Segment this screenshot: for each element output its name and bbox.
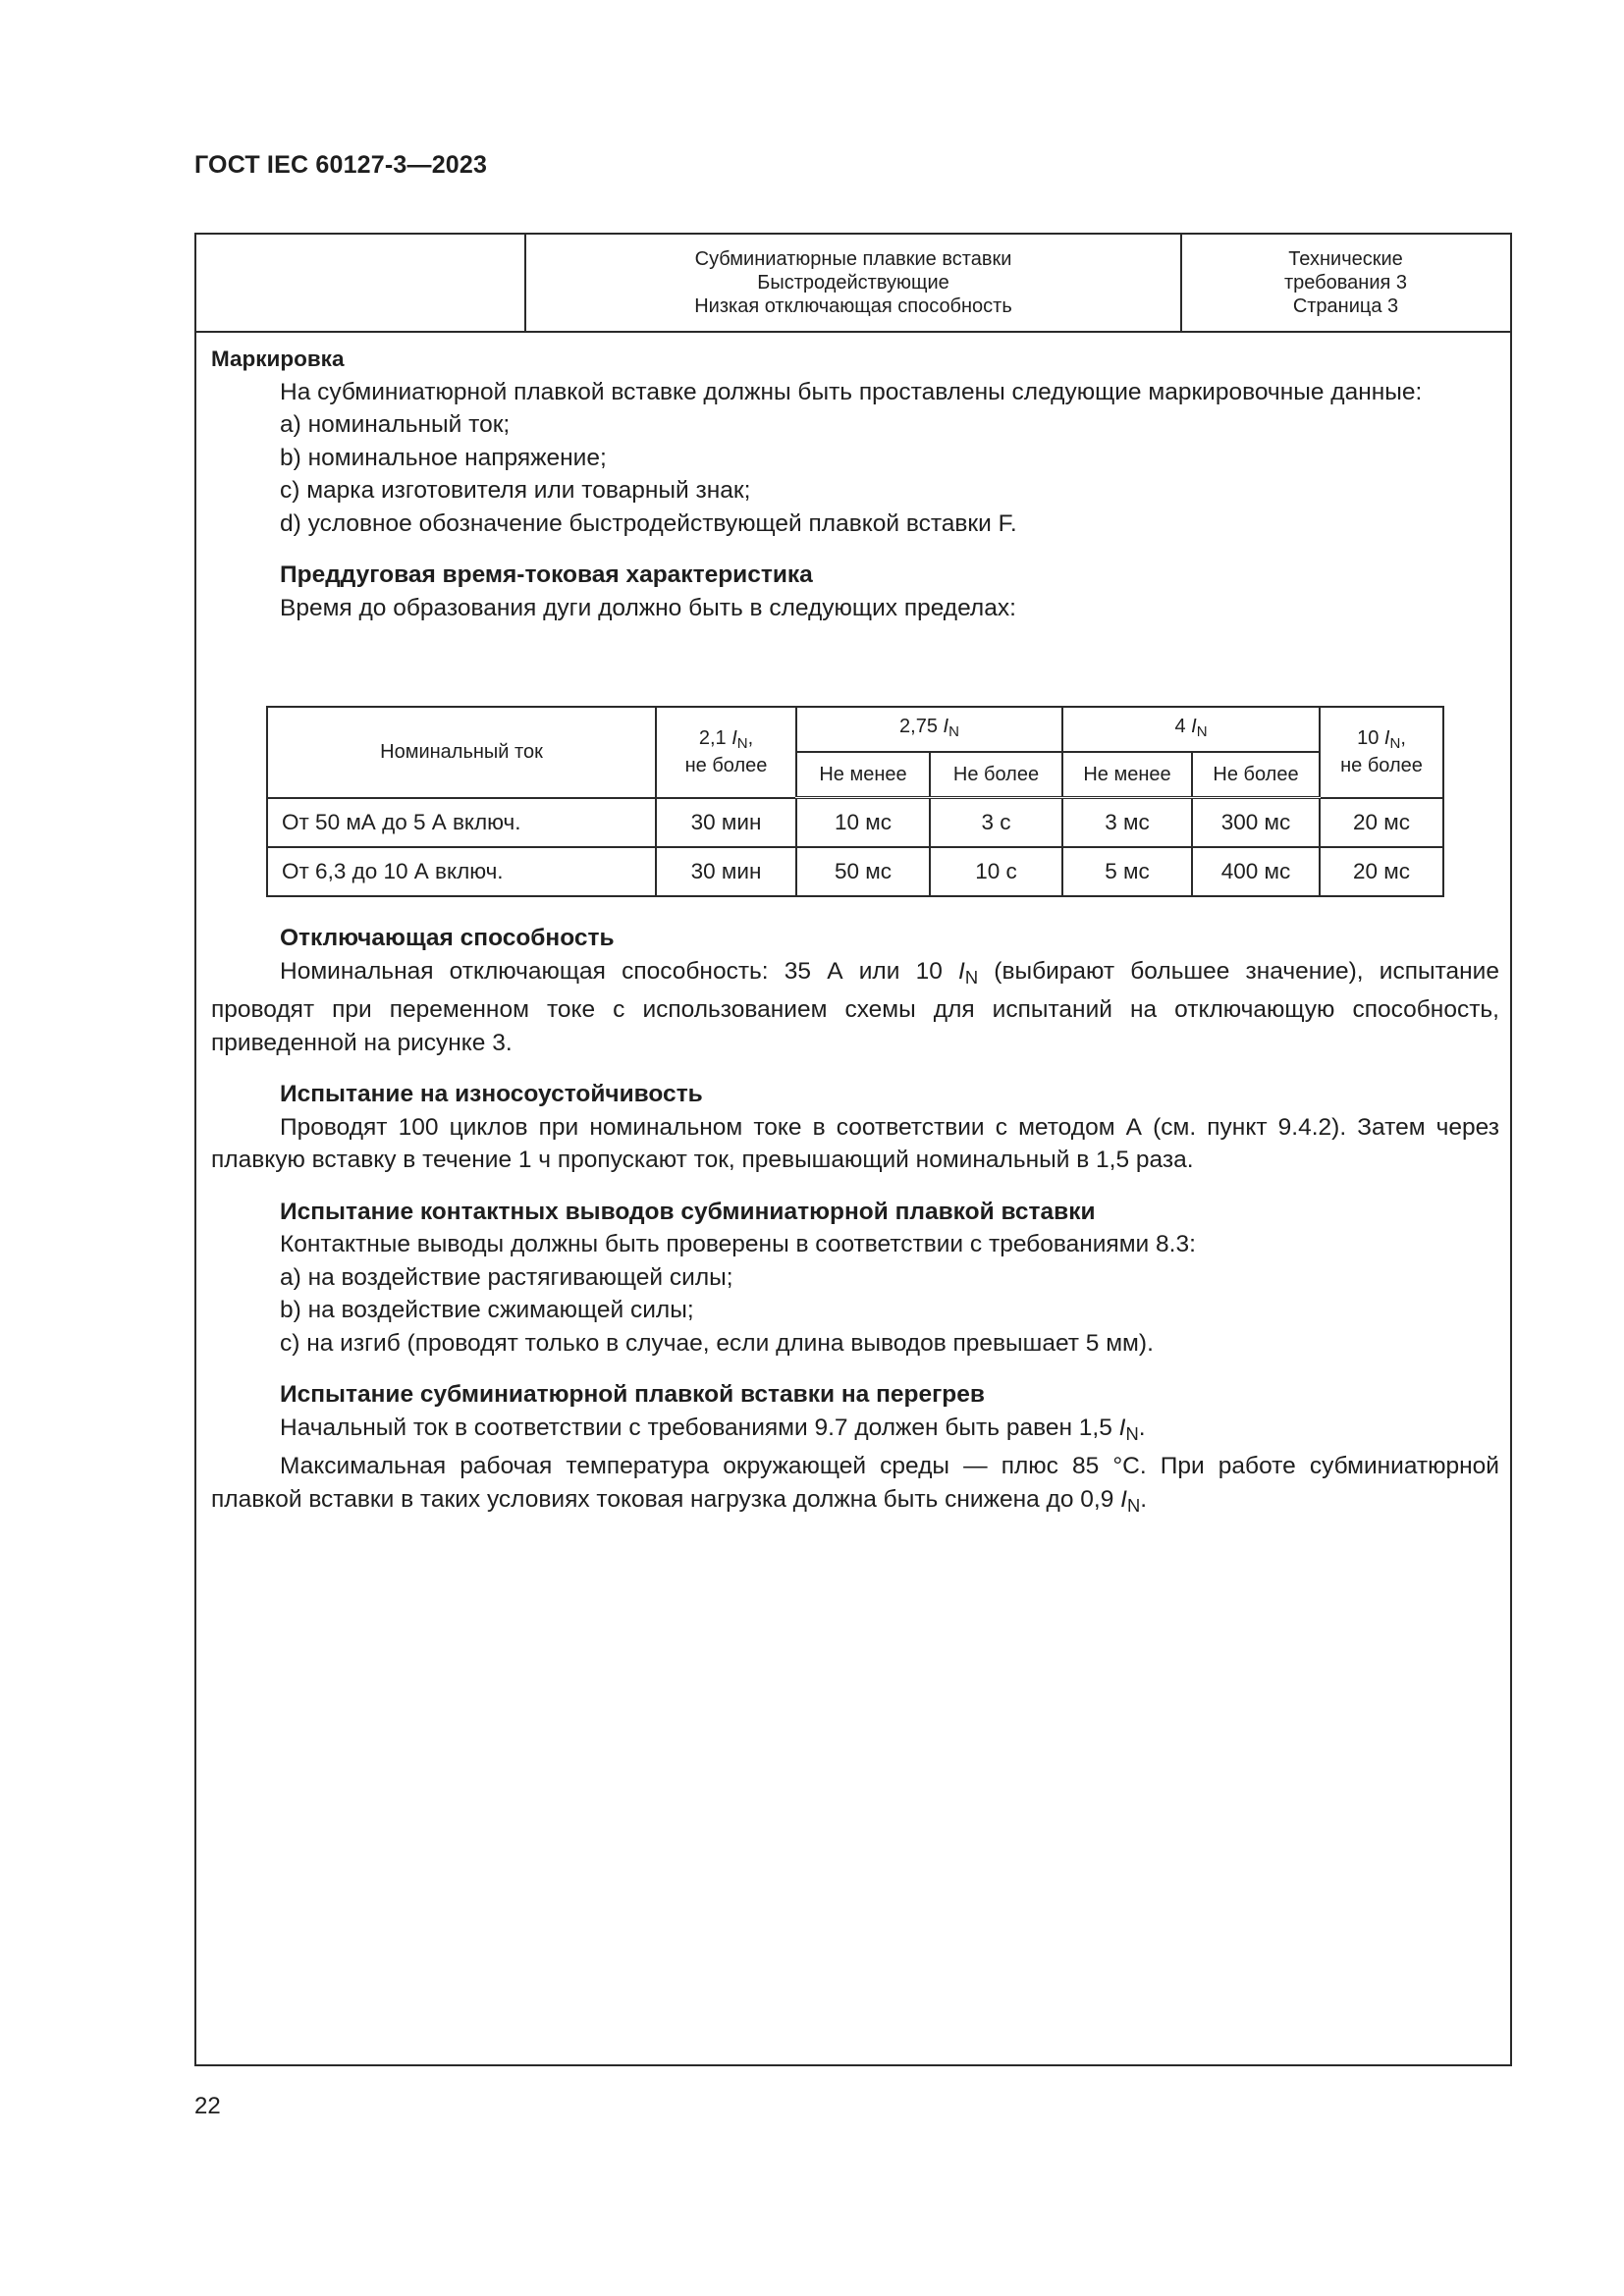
table-cell: От 50 мА до 5 А включ. [267,798,656,848]
terminals-item: b) на воздействие сжимающей силы; [280,1297,694,1324]
table-cell: 3 мс [1062,798,1192,848]
table-row [267,847,1443,896]
current-subscript: N [1196,723,1208,741]
sub-col-max: Не более [1192,752,1320,798]
endurance-heading: Испытание на износоустойчивость [280,1081,703,1108]
table-cell: 3 с [930,798,1062,848]
header-left-cell [196,235,526,331]
breaking-text-a: Номинальная отключающая способность: 35 А или 10 [280,957,959,985]
overheat-line2-b: . [1140,1485,1148,1513]
current-symbol: I [958,957,965,985]
table-cell: 5 мс [1062,847,1192,896]
breaking-text [211,955,1499,1060]
current-subscript: N [948,723,959,741]
prearc-table [266,706,1444,897]
terminals-item: c) на изгиб (проводят только в случае, если длина выводов превышает 5 мм). [280,1329,1154,1357]
marking-item: a) номинальный ток; [280,411,511,438]
current-symbol: I [1120,1485,1127,1513]
overheat-line1-b: . [1138,1414,1146,1441]
current-subscript: N [736,735,748,753]
terminals-item: a) на воздействие растягивающей силы; [280,1263,733,1291]
table-cell: От 6,3 до 10 А включ. [267,847,656,896]
marking-item: c) марка изготовителя или товарный знак; [280,477,751,504]
breaking-text-b: (выбирают большее значение), испытание проводят при переменном токе с использованием схемы для испытаний на отключающую способность, приведенной на рисунке 3. [211,957,1499,1056]
table-cell: 10 с [930,847,1062,896]
marking-intro: На субминиатюрной плавкой вставке должны быть проставлены следующие маркировочные данные: [280,378,1423,405]
col-2-1-prefix: 2,1 [698,727,732,750]
current-symbol: I [1118,1414,1126,1441]
col-10-comma: , [1400,727,1406,750]
col-4-in [1062,707,1320,752]
header-right-cell [1182,235,1509,331]
table-cell: 20 мс [1320,798,1443,848]
col-10-max: не более [1340,755,1423,777]
current-symbol: I [731,727,737,750]
overheat-line2-a: Максимальная рабочая температура окружающей среды — плюс 85 °С. При работе субминиатюрной плавкой вставки в таких условиях токовая нагрузка должна быть снижена до 0,9 [211,1453,1499,1513]
table-cell: 10 мс [796,798,930,848]
col-2-1-max: не более [684,755,768,777]
header-right-line: Страница 3 [1292,295,1399,317]
document-code: ГОСТ IEC 60127-3—2023 [194,151,488,179]
col-2-1-in [656,707,796,798]
header-center-line: Субминиатюрные плавкие вставки [694,248,1012,270]
breaking-heading: Отключающая способность [280,925,615,951]
overheat-line1-a: Начальный ток в соответствии с требованиями 9.7 должен быть равен 1,5 [280,1414,1119,1441]
prearc-heading: Преддуговая время-токовая характеристика [280,561,813,588]
terminals-heading: Испытание контактных выводов субминиатюрной плавкой вставки [280,1198,1096,1225]
marking-item: d) условное обозначение быстродействующей плавкой вставки F. [280,509,1017,537]
page-number: 22 [194,2093,221,2119]
overheat-line2 [211,1450,1499,1522]
header-center-cell [526,235,1182,331]
body-text [211,343,1499,624]
sub-col-min: Не менее [1062,752,1192,798]
header-right-line: требования 3 [1283,272,1407,294]
col-4-prefix: 4 [1174,715,1192,737]
col-2-1-comma: , [747,727,754,750]
marking-heading: Маркировка [211,347,345,371]
table-row [267,798,1443,848]
table-cell: 50 мс [796,847,930,896]
header-center-line: Низкая отключающая способность [694,295,1012,317]
col-rated-current: Номинальный ток [267,707,656,798]
table-cell: 400 мс [1192,847,1320,896]
content-frame [194,233,1512,2066]
current-symbol: I [1191,715,1197,737]
current-subscript: N [1389,735,1401,753]
current-subscript: N [1125,1422,1139,1444]
col-2-75-prefix: 2,75 [899,715,944,737]
endurance-text: Проводят 100 циклов при номинальном токе в соответствии с методом А (см. пункт 9.4.2). Затем через плавкую вставку в течение 1 ч пропускают ток, превышающий номинальный в 1,5 раза. [211,1113,1499,1174]
current-subscript: N [964,966,979,988]
terminals-intro: Контактные выводы должны быть проверены в соответствии с требованиями 8.3: [280,1231,1196,1258]
header-center-line: Быстродействующие [757,272,949,294]
sub-col-max: Не более [930,752,1062,798]
overheat-line1 [211,1412,1499,1451]
current-symbol: I [1383,727,1390,750]
frame-header [196,235,1510,333]
prearc-intro: Время до образования дуги должно быть в следующих пределах: [280,594,1016,621]
current-subscript: N [1126,1494,1141,1516]
sub-col-min: Не менее [796,752,930,798]
current-symbol: I [943,715,949,737]
overheat-heading: Испытание субминиатюрной плавкой вставки на перегрев [280,1381,985,1409]
table-cell: 20 мс [1320,847,1443,896]
marking-item: b) номинальное напряжение; [280,444,607,471]
col-10-prefix: 10 [1357,727,1384,750]
table-cell: 300 мс [1192,798,1320,848]
col-10-in [1320,707,1443,798]
header-right-line: Технические [1288,248,1403,270]
table-cell: 30 мин [656,847,796,896]
table-cell: 30 мин [656,798,796,848]
col-2-75-in [796,707,1062,752]
body-text-lower [211,922,1499,1522]
